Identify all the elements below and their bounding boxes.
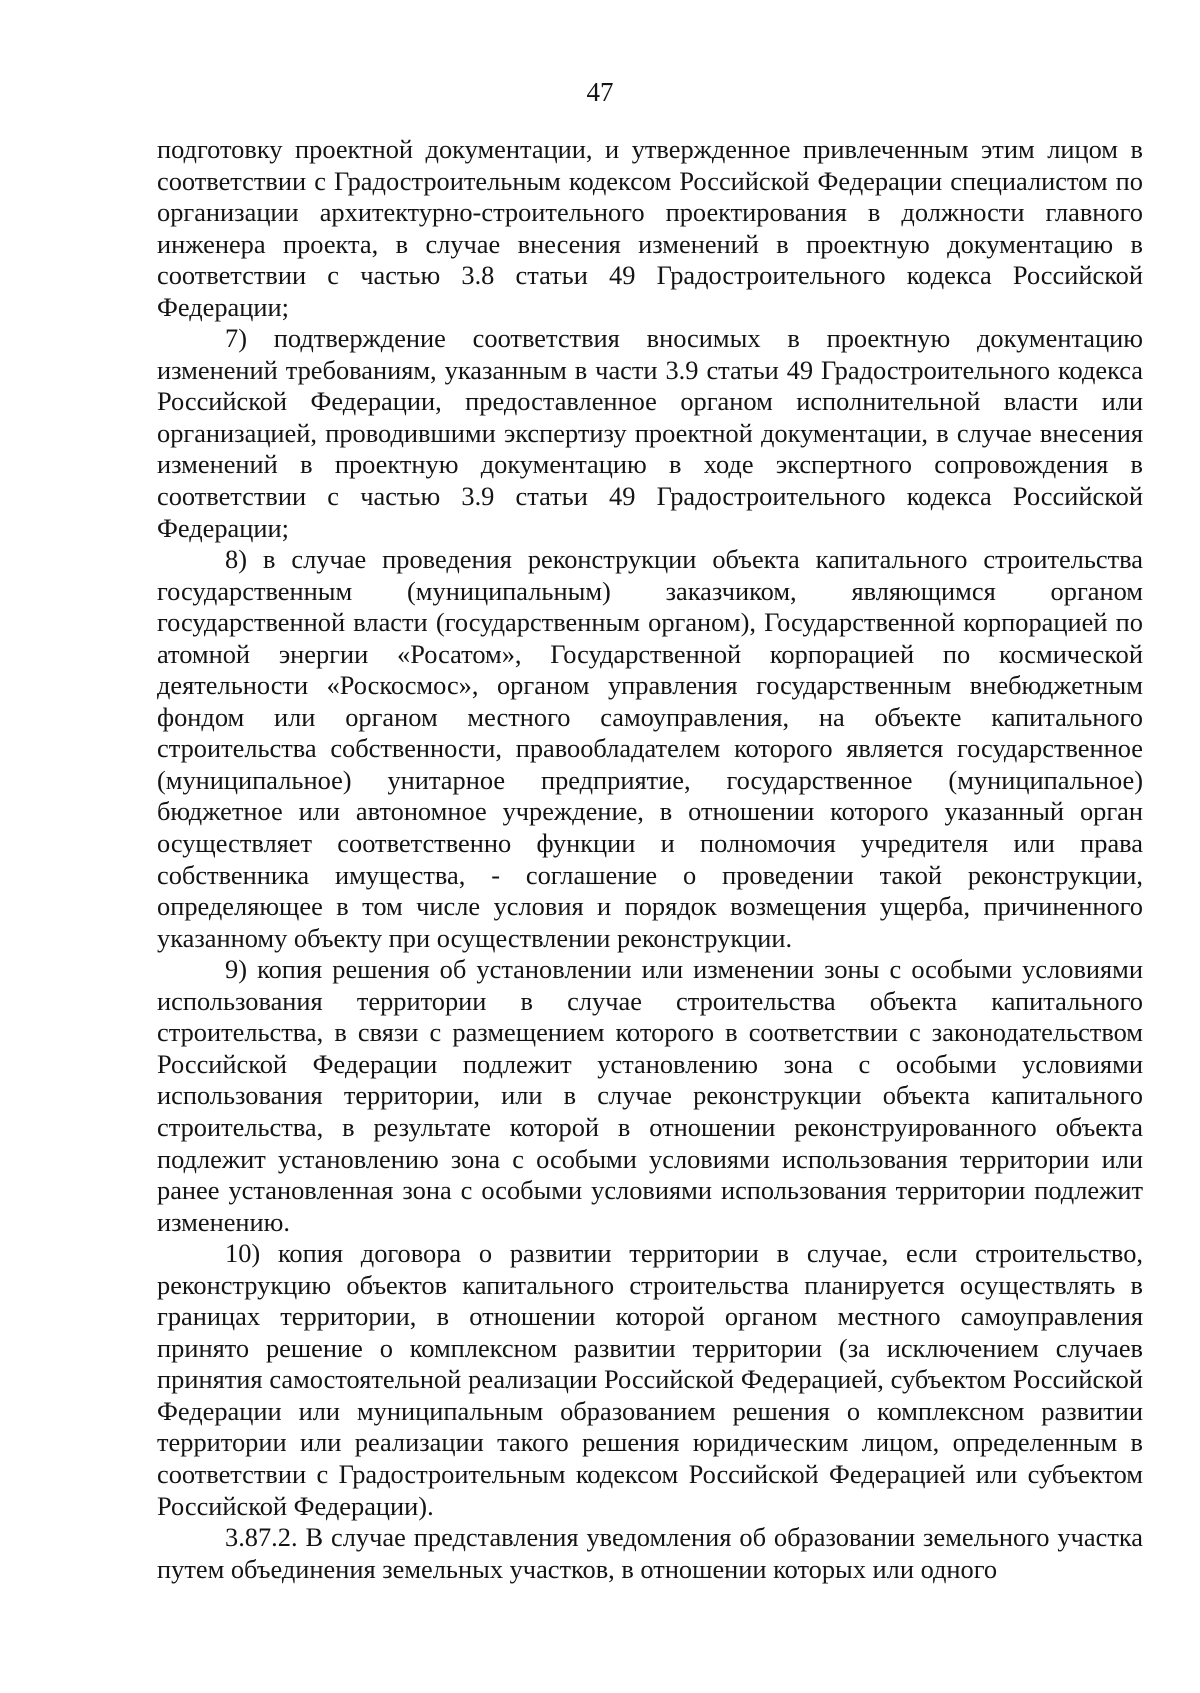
page-number: 47 bbox=[586, 77, 614, 107]
paragraph-item-10: 10) копия договора о развитии территории в случае, если строительство, реконструкцию объектов капитального строительства планируется осуществлять в границах территории, в отношении которой органом местного самоуправления принято решение о комплексном развитии территории (за исключением случаев принятия самостоятельной реализации Российской Федерацией, субъектом Российской Федерации или муниципальным образованием решения о комплексном развитии территории или реализации такого решения юридическим лицом, определенным в соответствии с Градостроительным кодексом Российской Федерацией или субъектом Российской Федерации). bbox=[157, 1238, 1143, 1521]
paragraph-continuation: подготовку проектной документации, и утвержденное привлеченным этим лицом в соответствии с Градостроительным кодексом Российской Федерации специалистом по организации архитектурно-строительного проектирования в должности главного инженера проекта, в случае внесения изменений в проектную документацию в соответствии с частью 3.8 статьи 49 Градостроительного кодекса Российской Федерации; bbox=[157, 134, 1143, 322]
paragraph-item-7: 7) подтверждение соответствия вносимых в проектную документацию изменений требованиям, указанным в части 3.9 статьи 49 Градостроительного кодекса Российской Федерации, предоставленное органом исполнительной власти или организацией, проводившими экспертизу проектной документации, в случае внесения изменений в проектную документацию в ходе экспертного сопровождения в соответствии с частью 3.9 статьи 49 Градостроительного кодекса Российской Федерации; bbox=[157, 323, 1143, 543]
paragraph-item-8: 8) в случае проведения реконструкции объекта капитального строительства государственным (муниципальным) заказчиком, являющимся органом государственной власти (государственным органом), Государственной корпорацией по атомной энергии «Росатом», Государственной корпорацией по космической деятельности «Роскосмос», органом управления государственным внебюджетным фондом или органом местного самоуправления, на объекте капитального строительства собственности, правообладателем которого является государственное (муниципальное) унитарное предприятие, государственное (муниципальное) бюджетное или автономное учреждение, в отношении которого указанный орган осуществляет соответственно функции и полномочия учредителя или права собственника имущества, - соглашение о проведении такой реконструкции, определяющее в том числе условия и порядок возмещения ущерба, причиненного указанному объекту при осуществлении реконструкции. bbox=[157, 544, 1143, 953]
paragraph-item-9: 9) копия решения об установлении или изменении зоны с особыми условиями использования территории в случае строительства объекта капитального строительства, в связи с размещением которого в соответствии с законодательством Российской Федерации подлежит установлению зона с особыми условиями использования территории, или в случае реконструкции объекта капитального строительства, в результате которой в отношении реконструированного объекта подлежит установлению зона с особыми условиями использования территории или ранее установленная зона с особыми условиями использования территории подлежит изменению. bbox=[157, 954, 1143, 1237]
paragraph-section-3-87-2: 3.87.2. В случае представления уведомления об образовании земельного участка путем объединения земельных участков, в отношении которых или одного bbox=[157, 1522, 1143, 1584]
document-body bbox=[157, 134, 1143, 1585]
